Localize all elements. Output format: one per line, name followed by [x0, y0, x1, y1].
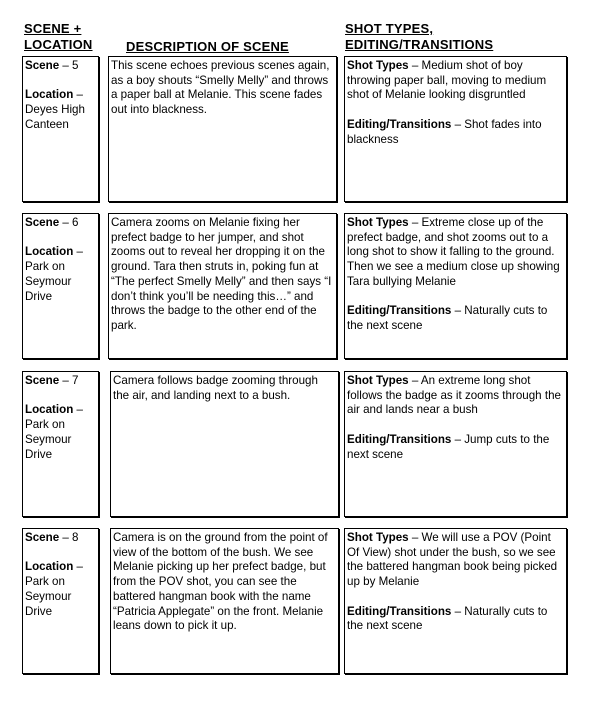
shot-types-cell	[344, 371, 567, 517]
location-value: Park on Seymour Drive	[25, 575, 72, 618]
scene-description-cell	[110, 528, 339, 674]
scene-description: Camera follows badge zooming through the air, and landing next to a bush.	[113, 374, 318, 402]
shot-types-text: – We will use a POV (Point Of View) shot under the bush, so we see the battered hangman book being picked up by Melanie	[347, 531, 558, 589]
scene-number: – 8	[59, 531, 79, 544]
scene-description-cell	[110, 371, 339, 517]
shot-types-header	[345, 21, 493, 53]
shot-types-header-line2: EDITING/TRANSITIONS	[345, 37, 494, 52]
scene-label: Scene	[25, 374, 60, 387]
scene-location-cell	[22, 56, 99, 202]
shot-types-label: Shot Types	[347, 59, 409, 72]
shot-types-cell	[344, 528, 567, 674]
scene-location-cell	[22, 371, 99, 517]
location-value: Park on Seymour Drive	[25, 418, 72, 461]
shot-types-text: – Extreme close up of the prefect badge, and shot zooms out to a long shot to show it falling to the ground. Then we see a medium close up showing Tara bullying Melanie	[347, 216, 560, 288]
location-dash: –	[73, 403, 83, 417]
scene-description: Camera zooms on Melanie fixing her prefect badge to her jumper, and shot zooms out to reveal her dropping it on the ground. Tara then struts in, poking fun at “The perfect Smelly Melly” and then says “I don’t think you’ll be needing this…” and throws the badge to the other end of the park.	[111, 216, 332, 332]
shot-types-text: – Medium shot of boy throwing paper ball, moving to medium shot of Melanie looking disgruntled	[347, 59, 547, 102]
scene-description: Camera is on the ground from the point of view of the bottom of the bush. We see Melanie picking up her prefect badge, but from the POV shot, you can see the battered hangman book with the name “Patricia Applegate” on the front. Melanie leans down to pick it up.	[113, 531, 328, 633]
location-label: Location	[25, 560, 74, 574]
shot-types-cell	[344, 213, 567, 359]
scene-location-header-line2: LOCATION	[24, 37, 93, 52]
scene-location-cell	[22, 213, 99, 359]
scene-description-cell	[108, 56, 337, 202]
shot-types-text: – An extreme long shot follows the badge as it zooms through the air and lands near a bush	[347, 374, 561, 417]
shot-types-label: Shot Types	[347, 216, 409, 229]
shot-types-header-line1: SHOT TYPES,	[345, 21, 434, 36]
scene-location-header-line1: SCENE +	[24, 21, 82, 36]
scene-label: Scene	[25, 216, 60, 229]
editing-transitions-label: Editing/Transitions	[347, 604, 452, 618]
editing-transitions-text: – Naturally cuts to the next scene	[347, 304, 548, 332]
scene-location-header	[24, 21, 93, 53]
editing-transitions-text: – Naturally cuts to the next scene	[347, 604, 548, 633]
editing-transitions-text: – Shot fades into blackness	[347, 117, 542, 146]
scene-description-cell	[108, 213, 337, 359]
scene-label: Scene	[25, 531, 60, 544]
location-dash: –	[73, 245, 83, 259]
scene-description: This scene echoes previous scenes again, as a boy shouts “Smelly Melly” and throws a paper ball at Melanie. This scene fades out into blackness.	[111, 59, 330, 117]
description-header: DESCRIPTION OF SCENE	[126, 39, 289, 54]
scene-label: Scene	[25, 59, 60, 72]
shot-types-cell	[344, 56, 567, 202]
scene-number: – 7	[59, 374, 79, 387]
editing-transitions-text: – Jump cuts to the next scene	[347, 432, 550, 461]
location-dash: –	[73, 88, 83, 102]
shot-types-label: Shot Types	[347, 374, 409, 387]
location-dash: –	[73, 560, 83, 574]
scene-number: – 6	[59, 216, 79, 229]
editing-transitions-label: Editing/Transitions	[347, 304, 452, 318]
scene-number: – 5	[59, 59, 79, 72]
scene-location-cell	[22, 528, 99, 674]
editing-transitions-label: Editing/Transitions	[347, 117, 452, 131]
location-value: Park on Seymour Drive	[25, 260, 72, 303]
editing-transitions-label: Editing/Transitions	[347, 432, 452, 446]
location-label: Location	[25, 403, 74, 417]
location-label: Location	[25, 245, 74, 259]
location-value: Deyes High Canteen	[25, 103, 85, 131]
shot-types-label: Shot Types	[347, 531, 409, 544]
location-label: Location	[25, 88, 74, 102]
